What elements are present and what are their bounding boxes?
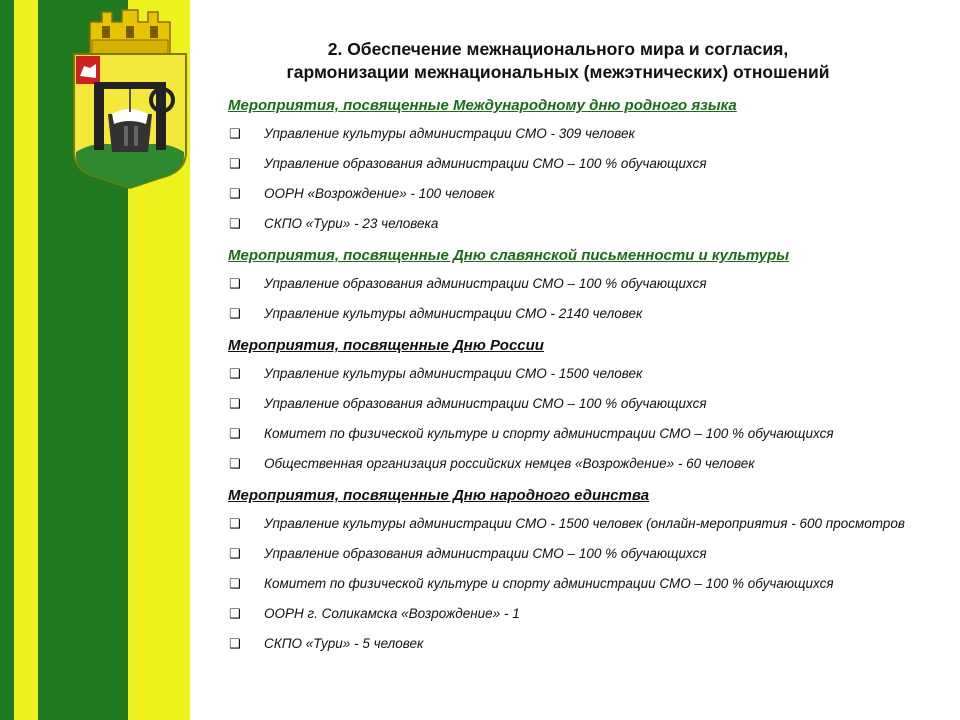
checkbox-bullet-icon: ❑	[229, 576, 241, 591]
list-item-text: ООРН г. Соликамска «Возрождение» - 1	[264, 606, 520, 621]
checkbox-bullet-icon: ❑	[229, 276, 241, 291]
section-heading: Мероприятия, посвященные Дню славянской письменности и культуры	[228, 247, 790, 264]
checkbox-bullet-icon: ❑	[229, 426, 241, 441]
title-line-1: 2. Обеспечение межнационального мира и согласия,	[327, 39, 789, 59]
section-slavic-writing-day	[228, 245, 953, 323]
list-item-text: Управление культуры администрации СМО - 1500 человек	[264, 366, 643, 381]
list-item	[228, 155, 953, 173]
checkbox-bullet-icon: ❑	[229, 156, 241, 171]
list-item-text: Управление образования администрации СМО – 100 % обучающихся	[264, 396, 707, 411]
checkbox-bullet-icon: ❑	[229, 516, 241, 531]
section-national-unity-day	[228, 485, 953, 653]
list-item-text: Управление культуры администрации СМО - 309 человек	[264, 126, 635, 141]
list-item-text: СКПО «Тури» - 23 человека	[264, 216, 439, 231]
section-heading: Мероприятия, посвященные Международному дню родного языка	[228, 97, 737, 114]
list-item-text: Управление культуры администрации СМО - 1500 человек (онлайн-мероприятия - 600 просмотров	[264, 516, 905, 531]
list-item	[228, 125, 953, 143]
left-stripe-yellow	[14, 0, 38, 720]
checkbox-bullet-icon: ❑	[229, 396, 241, 411]
list-item	[228, 575, 953, 593]
checkbox-bullet-icon: ❑	[229, 636, 241, 651]
list-item	[228, 605, 953, 623]
list-item	[228, 455, 953, 473]
list-item	[228, 275, 953, 293]
section-russia-day	[228, 335, 953, 473]
list-item-text: Управление образования администрации СМО – 100 % обучающихся	[264, 276, 707, 291]
checkbox-bullet-icon: ❑	[229, 306, 241, 321]
list-item-text: Управление образования администрации СМО – 100 % обучающихся	[264, 546, 707, 561]
list-item-text: Общественная организация российских немцев «Возрождение» - 60 человек	[264, 456, 755, 471]
list-item	[228, 185, 953, 203]
list-item-text: Комитет по физической культуре и спорту администрации СМО – 100 % обучающихся	[264, 576, 834, 591]
list-item	[228, 515, 953, 533]
left-stripe-green-outer	[0, 0, 14, 720]
list-item-text: Управление культуры администрации СМО - 2140 человек	[264, 306, 643, 321]
checkbox-bullet-icon: ❑	[229, 186, 241, 201]
list-item-text: СКПО «Тури» - 5 человек	[264, 636, 424, 651]
checkbox-bullet-icon: ❑	[229, 606, 241, 621]
page-title	[200, 38, 916, 84]
list-item-text: ООРН «Возрождение» - 100 человек	[264, 186, 495, 201]
checkbox-bullet-icon: ❑	[229, 456, 241, 471]
content-list	[228, 95, 953, 665]
section-mother-language-day	[228, 95, 953, 233]
list-item	[228, 395, 953, 413]
list-item-text: Комитет по физической культуре и спорту администрации СМО – 100 % обучающихся	[264, 426, 834, 441]
checkbox-bullet-icon: ❑	[229, 216, 241, 231]
checkbox-bullet-icon: ❑	[229, 366, 241, 381]
list-item	[228, 635, 953, 653]
title-line-2: гармонизации межнациональных (межэтнических) отношений	[286, 62, 830, 82]
coat-of-arms-emblem	[68, 2, 192, 190]
list-item-text: Управление образования администрации СМО – 100 % обучающихся	[264, 156, 707, 171]
section-heading: Мероприятия, посвященные Дню России	[228, 337, 544, 354]
section-heading: Мероприятия, посвященные Дню народного единства	[228, 487, 650, 504]
list-item	[228, 365, 953, 383]
list-item	[228, 305, 953, 323]
list-item	[228, 545, 953, 563]
checkbox-bullet-icon: ❑	[229, 546, 241, 561]
checkbox-bullet-icon: ❑	[229, 126, 241, 141]
list-item	[228, 425, 953, 443]
list-item	[228, 215, 953, 233]
